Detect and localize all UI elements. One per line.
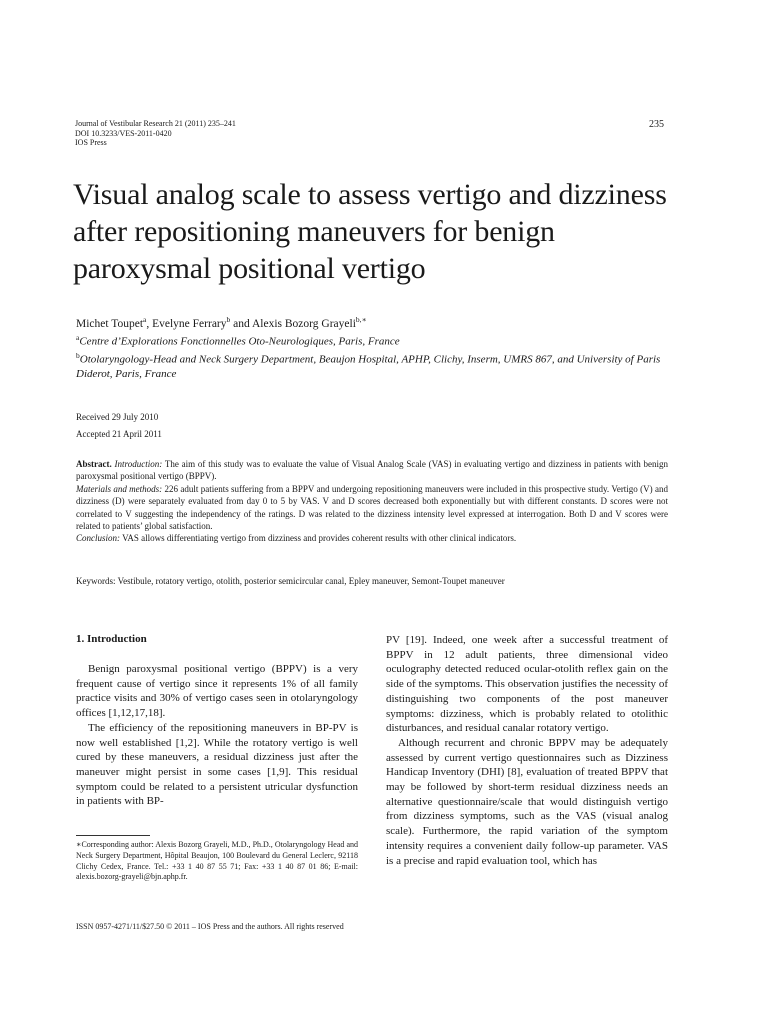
abstract-introduction: Abstract. Introduction: The aim of this study was to evaluate the value of Visual Analog Scale (VAS) in evaluating vertigo and dizziness in patients with benign paroxysmal positional vertigo (BPPV). xyxy=(76,459,668,482)
journal-publisher: IOS Press xyxy=(75,138,107,147)
author-affiliation-mark: b xyxy=(226,315,231,324)
author-affiliation-mark: b,∗ xyxy=(355,315,367,324)
corresponding-author-footnote: ∗Corresponding author: Alexis Bozorg Grayeli, M.D., Ph.D., Otolaryngology Head and Neck Surgery Department, Hôpital Beaujon, 100 Boulevard du General Leclerc, 92118 Clichy Cedex, France. Tel.: +33 1 40 87 55 71; Fax: +33 1 40 87 01 86; E-mail: alexis.bozorg-grayeli@bjn.aphp.fr. xyxy=(76,840,358,882)
affiliation: $^a$Centre d’Explorations Fonctionnelles Oto-Neurologiques, Paris, France xyxy=(76,333,400,348)
journal-citation: Journal of Vestibular Research 21 (2011) 235–241 xyxy=(75,119,236,128)
author-affiliation-mark: a xyxy=(143,315,147,324)
page-number: 235 xyxy=(649,119,664,130)
affiliation: $^b$Otolaryngology-Head and Neck Surgery Department, Beaujon Hospital, APHP, Clichy, Inserm, UMRS 867, and University of Paris Diderot, Paris, France xyxy=(76,351,661,381)
body-column-left xyxy=(76,662,358,809)
paragraph: Although recurrent and chronic BPPV may be adequately assessed by current vertigo questionnaires such as Dizziness Handicap Inventory (DHI) [8], evaluation of treated BPPV that may be followed by short-term residual dizziness needs an alternative questionnaire/scale that would distinguish vertigo from dizziness symptoms, such as the VAS (visual analog scale). Furthermore, the rapid variation of the symptom intensity requires a convenient daily follow-up parameter. VAS is a precise and rapid evaluation tool, which has xyxy=(386,736,668,867)
abstract xyxy=(76,458,668,545)
paragraph: Benign paroxysmal positional vertigo (BPPV) is a very frequent cause of vertigo since it represents 1% of all family practice visits and 30% of vertigo cases seen in otolaryngology offices [1,12,17,18]. xyxy=(76,663,358,720)
abstract-methods: Materials and methods: 226 adult patients suffering from a BPPV and undergoing repositioning maneuvers were included in this prospective study. Vertigo (V) and dizziness (D) were separately evaluated from day 0 to 5 by VAS. V and D scores decreased both exponentially but with different constants. D scores were not correlated to V suggesting the independency of the ratings. D was related to the dizziness intensity level expressed at interrogation. Both D and V scores were related to patients’ global satisfaction. xyxy=(76,483,668,532)
paragraph: PV [19]. Indeed, one week after a successful treatment of BPPV in 12 adult patients, three dimensional video oculography detected reduced ocular-otolith reflex gain on the side of the symptoms. This observation justifies the necessity of distinguishing two components of the post maneuver symptoms: dizziness, which is probably related to otolithic disturbances, and residual canalar rotatory vertigo. xyxy=(386,634,668,735)
author-name: , Evelyne Ferrary xyxy=(146,317,227,330)
received-date: Received 29 July 2010 xyxy=(76,412,159,422)
author-name: and Alexis Bozorg Grayeli xyxy=(230,317,356,330)
affiliations xyxy=(76,331,686,382)
footnote-divider xyxy=(76,835,150,836)
author-name: Michet Toupet xyxy=(76,317,144,330)
author-list xyxy=(76,315,367,330)
section-heading: 1. Introduction xyxy=(76,633,147,645)
keywords: Keywords: Vestibule, rotatory vertigo, otolith, posterior semicircular canal, Epley maneuver, Semont-Toupet maneuver xyxy=(76,576,505,586)
paper-title: Visual analog scale to assess vertigo and dizziness after repositioning maneuvers for benign paroxysmal positional vertigo xyxy=(73,178,667,285)
journal-info xyxy=(75,119,236,148)
paragraph: The efficiency of the repositioning maneuvers in BP-PV is now well established [1,2]. While the rotatory vertigo is well cured by these maneuvers, a residual dizziness just after the maneuver might persist in some cases [1,9]. This residual symptom could be related to a persistent utricular dysfunction in patients with BP- xyxy=(76,721,358,808)
copyright-line: ISSN 0957-4271/11/$27.50 © 2011 – IOS Press and the authors. All rights reserved xyxy=(76,922,344,931)
body-column-right xyxy=(386,633,668,868)
abstract-conclusion: Conclusion: VAS allows differentiating vertigo from dizziness and provides coherent results with other clinical indicators. xyxy=(76,533,517,544)
accepted-date: Accepted 21 April 2011 xyxy=(76,429,162,439)
journal-doi: DOI 10.3233/VES-2011-0420 xyxy=(75,128,172,138)
dates xyxy=(76,409,162,443)
